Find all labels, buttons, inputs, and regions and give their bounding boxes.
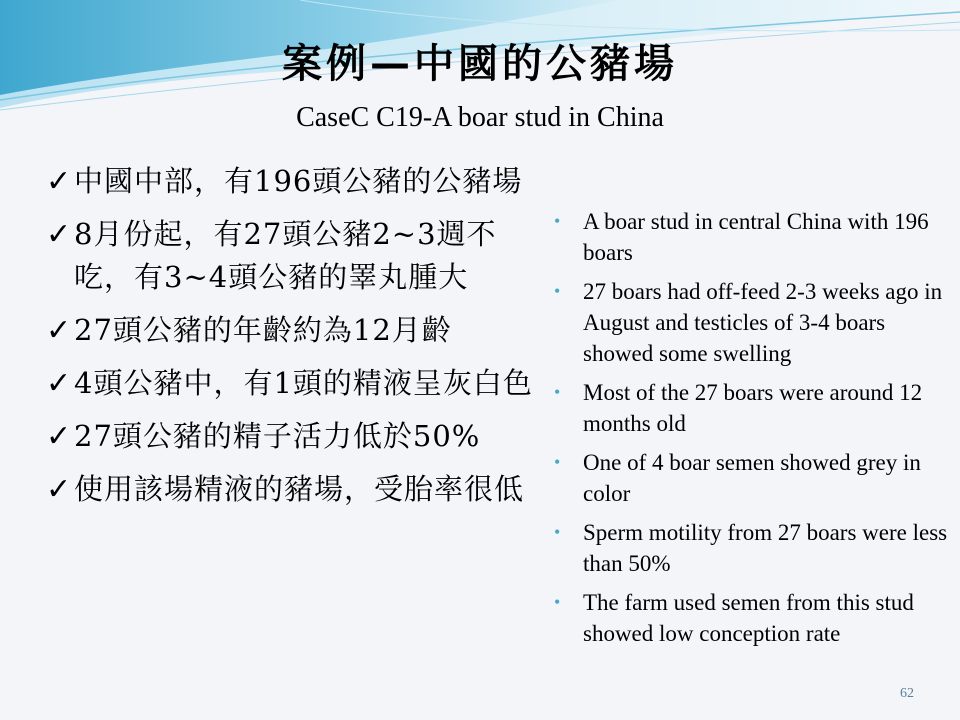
list-item [554, 447, 954, 509]
list-item-text: 27 boars had off-feed 2-3 weeks ago in August and testicles of 3-4 boars showed some swelling [583, 279, 943, 366]
list-item-text: One of 4 boar semen showed grey in color [583, 450, 921, 506]
checkmark-icon: ✓ [46, 419, 73, 454]
bullet-icon: • [554, 382, 561, 402]
bullet-icon: • [554, 452, 561, 472]
checkmark-icon: ✓ [46, 217, 73, 252]
bullet-icon: • [554, 211, 561, 231]
list-item [46, 415, 546, 458]
list-item-text: Sperm motility from 27 boars were less than 50% [583, 520, 948, 576]
list-item-text: 中國中部，有196頭公豬的公豬場 [74, 164, 523, 198]
list-item [46, 468, 546, 511]
list-item [554, 276, 954, 369]
slide-title: 案例—中國的公豬場 [282, 41, 678, 87]
list-item [554, 377, 954, 439]
list-item [554, 587, 954, 649]
list-item-text: 27頭公豬的年齡約為12月齡 [74, 313, 452, 347]
page-number: 62 [900, 686, 914, 701]
bullet-icon: • [554, 522, 561, 542]
checkmark-icon: ✓ [46, 313, 73, 348]
list-item-text: Most of the 27 boars were around 12 months old [583, 380, 923, 436]
list-item [554, 517, 954, 579]
chinese-checklist [46, 160, 546, 521]
slide-subtitle: CaseC C19-A boar stud in China [296, 102, 664, 133]
list-item-text: A boar stud in central China with 196 boars [583, 209, 929, 265]
english-bullet-list [554, 206, 954, 657]
list-item [46, 362, 546, 405]
list-item-text: 4頭公豬中，有1頭的精液呈灰白色 [74, 366, 533, 400]
checkmark-icon: ✓ [46, 366, 73, 401]
list-item [46, 160, 546, 203]
bullet-icon: • [554, 592, 561, 612]
list-item [46, 309, 546, 352]
list-item-text: 27頭公豬的精子活力低於50% [74, 419, 481, 453]
list-item-text: 8月份起，有27頭公豬2~3週不吃，有3~4頭公豬的睪丸腫大 [74, 217, 497, 294]
list-item-text: 使用該場精液的豬場，受胎率很低 [74, 472, 525, 506]
list-item-text: The farm used semen from this stud showed low conception rate [583, 590, 914, 646]
checkmark-icon: ✓ [46, 164, 73, 199]
list-item [46, 213, 546, 299]
checkmark-icon: ✓ [46, 472, 73, 507]
bullet-icon: • [554, 281, 561, 301]
list-item [554, 206, 954, 268]
